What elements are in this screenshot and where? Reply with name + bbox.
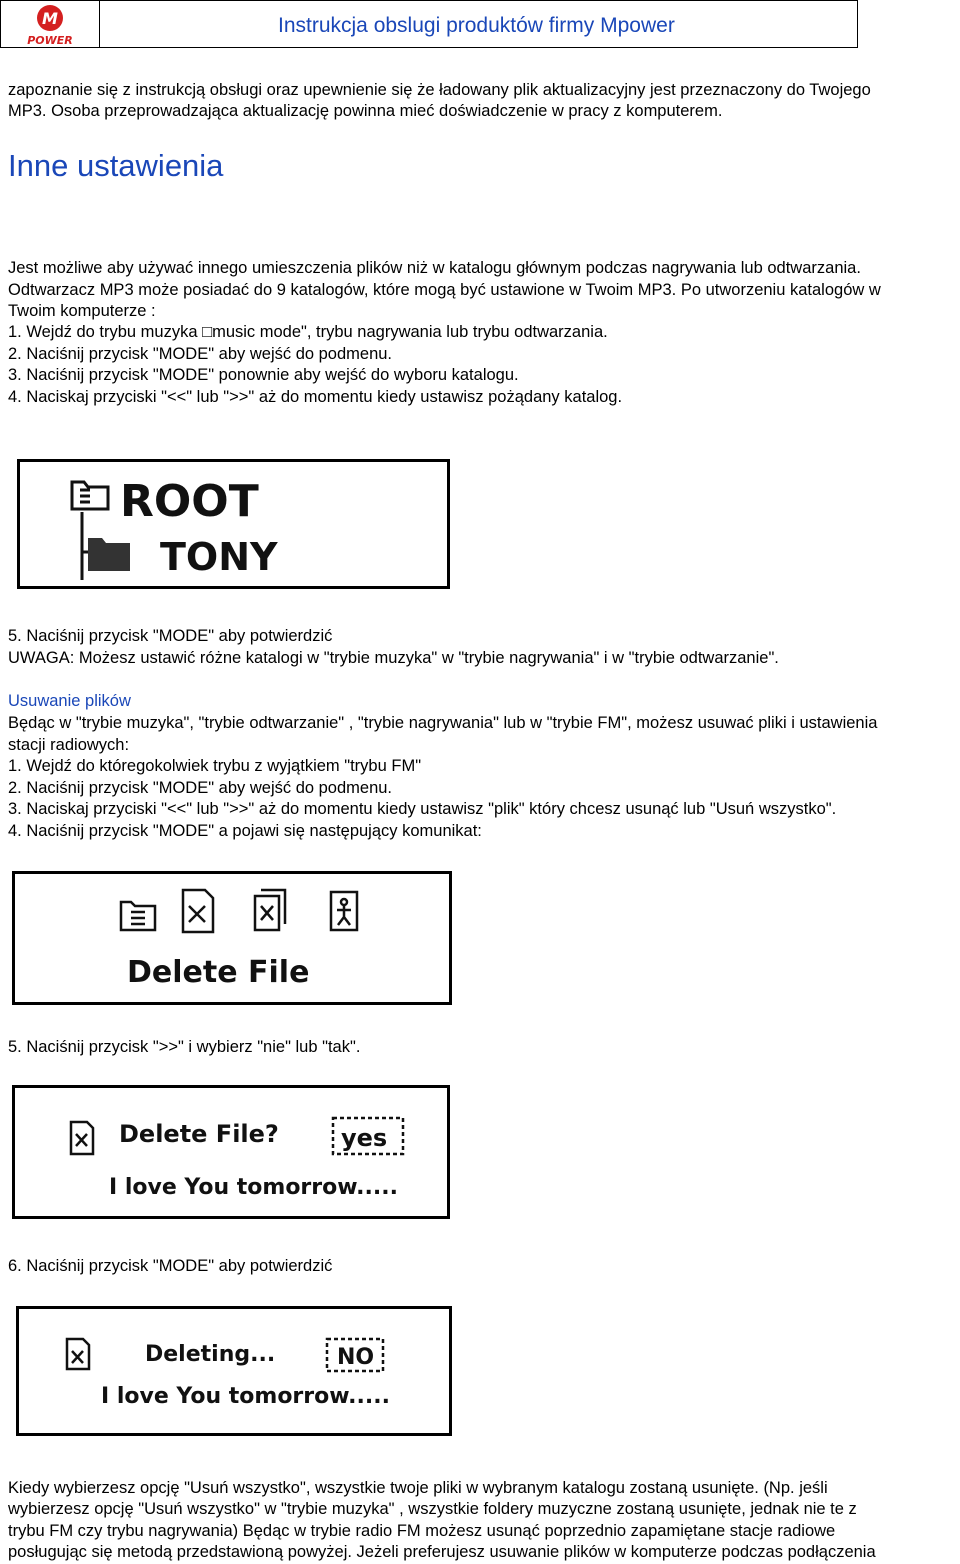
paragraph-line: Twoim komputerze : [8, 302, 156, 320]
step-line: 6. Naciśnij przycisk "MODE" aby potwierdzić [8, 1257, 333, 1275]
confirm-option-yes: yes [341, 1124, 388, 1152]
header-title-box [100, 0, 858, 48]
folder-root-label: ROOT [120, 476, 259, 527]
folder-file-icon [121, 902, 155, 930]
folder-icon [88, 538, 130, 571]
delete-file-icon [67, 1339, 89, 1369]
intro-line: zapoznanie się z instrukcją obsługi oraz upewnienie się że ładowany plik aktualizacyjny jest przeznaczony do Twojego [8, 81, 871, 99]
song-title: I love You tomorrow..... [101, 1384, 390, 1409]
lcd-screen-delete-file [12, 871, 452, 1005]
list-item: 4. Naciskaj przyciski "<<" lub ">>" aż do momentu kiedy ustawisz pożądany katalog. [8, 388, 623, 406]
paragraph-line: wybierzesz opcję "Usuń wszystko" w "trybie muzyka" , wszystkie foldery muzyczne zostaną usunięte, jednak nie te z [8, 1500, 857, 1518]
lcd-screen-deleting [16, 1306, 452, 1436]
list-item: 3. Naciskaj przyciski "<<" lub ">>" aż do momentu kiedy ustawisz "plik" który chcesz usunąć lub "Usuń wszystko". [8, 800, 837, 818]
deleting-option-no: NO [337, 1345, 375, 1370]
section-heading-other-settings: Inne ustawienia [8, 148, 224, 183]
svg-text:M: M [42, 9, 58, 28]
paragraph-line: Jest możliwe aby używać innego umieszczenia plików niż w katalogu głównym podczas nagrywania lub odtwarzania. [8, 259, 861, 277]
delete-file-icon [183, 890, 213, 932]
list-item: 4. Naciśnij przycisk "MODE" a pojawi się następujący komunikat: [8, 822, 482, 840]
section-heading-deleting-files: Usuwanie plików [8, 692, 131, 710]
list-item: 2. Naciśnij przycisk "MODE" aby wejść do podmenu. [8, 779, 393, 797]
paragraph-line: Będąc w "trybie muzyka", "trybie odtwarzanie" , "trybie nagrywania" lub w "trybie FM", możesz usuwać pliki i ustawienia [8, 714, 878, 732]
list-item: 1. Wejdź do trybu muzyka □music mode", trybu nagrywania lub trybu odtwarzania. [8, 323, 608, 341]
brand-logo [0, 0, 100, 48]
paragraph-line: Kiedy wybierzesz opcję "Usuń wszystko", wszystkie twoje pliki w wybranym katalogu zostaną usunięte. (Np. jeśli [8, 1479, 828, 1497]
confirm-prompt: Delete File? [119, 1120, 279, 1148]
note-line: UWAGA: Możesz ustawić różne katalogi w "trybie muzyka" w "trybie nagrywania" i w "trybie odtwarzanie". [8, 649, 779, 667]
exit-icon [331, 892, 357, 930]
intro-line: MP3. Osoba przeprowadzająca aktualizację powinna mieć doświadczenie w pracy z komputerem. [8, 102, 723, 120]
folder-open-icon [72, 482, 108, 509]
list-item: 1. Wejdź do któregokolwiek trybu z wyjątkiem "trybu FM" [8, 757, 422, 775]
folder-tony-label: TONY [160, 535, 278, 579]
step-line: 5. Naciśnij przycisk ">>" i wybierz "nie" lub "tak". [8, 1038, 361, 1056]
delete-file-label: Delete File [127, 955, 310, 990]
paragraph-line: posługując się metodą przedstawioną powyżej. Jeżeli preferujesz usuwanie plików w komputerze podczas podłączenia [8, 1543, 876, 1561]
list-item: 3. Naciśnij przycisk "MODE" ponownie aby wejść do wyboru katalogu. [8, 366, 519, 384]
lcd-screen-confirm [12, 1085, 450, 1219]
paragraph-line: stacji radiowych: [8, 736, 130, 754]
delete-file-icon [71, 1122, 93, 1154]
page-title: Instrukcja obslugi produktów firmy Mpower [278, 14, 675, 37]
paragraph-line: trybu FM czy trybu nagrywania) Będąc w trybie radio FM możesz usunąć poprzednio zapamiętane stacje radiowe [8, 1522, 836, 1540]
song-title: I love You tomorrow..... [109, 1175, 398, 1200]
svg-text:POWER: POWER [27, 34, 73, 47]
deleting-prompt: Deleting... [145, 1342, 276, 1367]
page-header [0, 0, 958, 50]
list-item: 2. Naciśnij przycisk "MODE" aby wejść do podmenu. [8, 345, 393, 363]
step-line: 5. Naciśnij przycisk "MODE" aby potwierdzić [8, 627, 333, 645]
lcd-screen-folders [17, 459, 450, 589]
paragraph-line: Odtwarzacz MP3 może posiadać do 9 katalogów, które mogą być ustawione w Twoim MP3. Po utworzeniu katalogów w [8, 281, 881, 299]
delete-all-icon [255, 890, 285, 930]
